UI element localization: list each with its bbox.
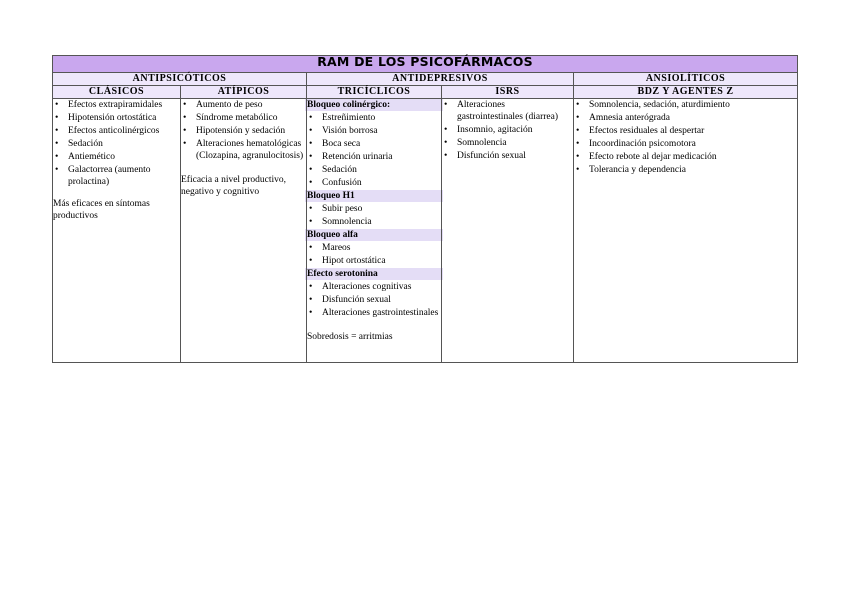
- list-item: • Estreñimiento: [322, 112, 441, 124]
- list-item: • Tolerancia y dependencia: [589, 164, 797, 176]
- list-item: • Boca seca: [322, 138, 441, 150]
- section-heading-bloqueo-h1: Bloqueo H1: [305, 190, 443, 202]
- subheader-bdz: BDZ Y AGENTES Z: [574, 86, 798, 99]
- list-item: • Hipotensión ortostática: [68, 112, 180, 124]
- list-item: • Disfunción sexual: [322, 294, 441, 306]
- ram-table: [52, 55, 798, 363]
- section-heading-bloqueo-colinergico: Bloqueo colinérgico:: [305, 99, 443, 111]
- list-item: • Alteraciones hematológicas (Clozapina, agranulocitosis): [196, 138, 306, 162]
- list-item: • Mareos: [322, 242, 441, 254]
- subheader-isrs: ISRS: [442, 86, 574, 99]
- list-item: • Alteraciones gastrointestinales: [322, 307, 441, 319]
- section-heading-efecto-serotonina: Efecto serotonina: [305, 268, 443, 280]
- list-item: • Somnolencia: [322, 216, 441, 228]
- note-atipicos: Eficacia a nivel productivo, negativo y cognitivo: [181, 175, 286, 197]
- list-item: • Sedación: [68, 138, 180, 150]
- list-bdz: [574, 99, 797, 176]
- note-clasicos: Más eficaces en síntomas productivos: [53, 199, 150, 221]
- list-item: • Somnolencia, sedación, aturdimiento: [589, 99, 797, 111]
- list-efecto-serotonina: [307, 281, 441, 319]
- list-item: • Efecto rebote al dejar medicación: [589, 151, 797, 163]
- group-header-antipsicoticos: ANTIPSICÓTICOS: [53, 73, 307, 86]
- list-item: • Alteraciones gastrointestinales (diarrea): [457, 99, 573, 123]
- list-clasicos: [53, 99, 180, 188]
- list-item: • Efectos anticolinérgicos: [68, 125, 180, 137]
- list-item: • Hipot ortostática: [322, 255, 441, 267]
- list-item: • Confusión: [322, 177, 441, 189]
- subheader-atipicos: ATÍPICOS: [181, 86, 307, 99]
- list-item: • Alteraciones cognitivas: [322, 281, 441, 293]
- list-item: • Incoordinación psicomotora: [589, 138, 797, 150]
- cell-isrs: [442, 99, 574, 363]
- subheader-clasicos: CLÁSICOS: [53, 86, 181, 99]
- section-heading-bloqueo-alfa: Bloqueo alfa: [305, 229, 443, 241]
- list-item: • Efectos extrapiramidales: [68, 99, 180, 111]
- list-bloqueo-h1: [307, 203, 441, 228]
- list-item: • Amnesia anterógrada: [589, 112, 797, 124]
- note-triciclicos: Sobredosis = arritmias: [307, 332, 393, 342]
- list-item: • Subir peso: [322, 203, 441, 215]
- list-item: • Retención urinaria: [322, 151, 441, 163]
- list-item: • Visión borrosa: [322, 125, 441, 137]
- list-item: • Galactorrea (aumento prolactina): [68, 164, 180, 188]
- list-item: • Síndrome metabólico: [196, 112, 306, 124]
- list-item: • Hipotensión y sedación: [196, 125, 306, 137]
- group-header-antidepresivos: ANTIDEPRESIVOS: [307, 73, 574, 86]
- list-item: • Insomnio, agitación: [457, 124, 573, 136]
- group-header-ansioliticos: ANSIOLÍTICOS: [574, 73, 798, 86]
- list-atipicos: [181, 99, 306, 162]
- list-item: • Efectos residuales al despertar: [589, 125, 797, 137]
- list-item: • Antiemético: [68, 151, 180, 163]
- list-item: • Disfunción sexual: [457, 150, 573, 162]
- list-item: • Somnolencia: [457, 137, 573, 149]
- cell-atipicos: [181, 99, 307, 363]
- cell-bdz: [574, 99, 798, 363]
- cell-triciclicos: [307, 99, 442, 363]
- list-isrs: [442, 99, 573, 162]
- list-bloqueo-colinergico: [307, 112, 441, 189]
- cell-clasicos: [53, 99, 181, 363]
- list-item: • Sedación: [322, 164, 441, 176]
- list-item: • Aumento de peso: [196, 99, 306, 111]
- list-bloqueo-alfa: [307, 242, 441, 267]
- table-title: RAM DE LOS PSICOFÁRMACOS: [53, 56, 798, 73]
- subheader-triciclicos: TRICÍCLICOS: [307, 86, 442, 99]
